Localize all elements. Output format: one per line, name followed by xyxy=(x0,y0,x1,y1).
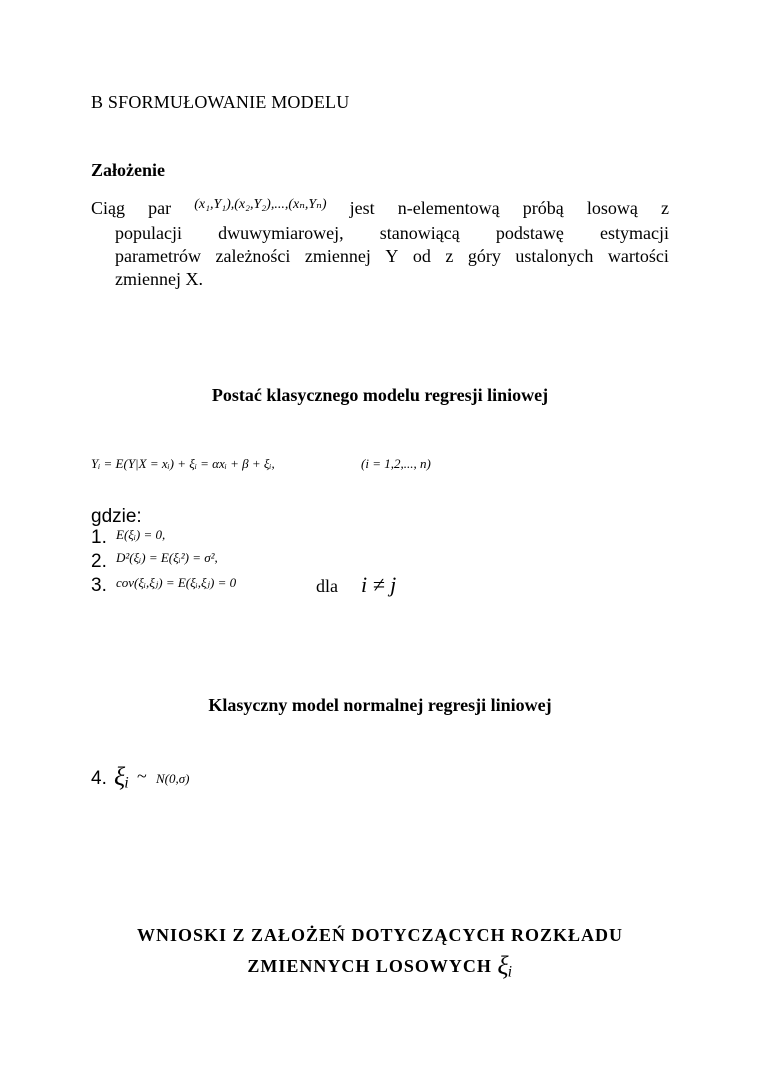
word: z xyxy=(660,198,669,218)
word: n-elementową xyxy=(397,198,500,218)
word: próbą xyxy=(522,198,564,218)
normal-model-heading: Klasyczny model normalnej regresji liniowej xyxy=(208,695,552,715)
condition-number: 3. xyxy=(91,575,107,596)
conclusions-heading-text: ZMIENNYCH LOSOWYCH xyxy=(247,956,492,976)
condition-formula: cov(ξᵢ,ξⱼ) = E(ξᵢ,ξⱼ) = 0 xyxy=(116,575,237,590)
assumption-heading: Założenie xyxy=(91,160,165,180)
condition-number: 1. xyxy=(91,527,107,548)
conclusions-heading-line-2 xyxy=(0,949,760,979)
dla-label: dla xyxy=(316,576,338,596)
word: wartości xyxy=(607,246,669,266)
word: z xyxy=(445,246,454,266)
condition-number: 4. xyxy=(91,768,107,789)
word: stanowiącą xyxy=(379,223,460,243)
word: losową xyxy=(586,198,638,218)
word: ustalonych xyxy=(515,246,594,266)
word: Ciąg xyxy=(91,198,125,218)
word: par xyxy=(148,198,172,218)
regression-equation: Yᵢ = E(Y|X = xᵢ) + ξᵢ = αxᵢ + β + ξᵢ, xyxy=(91,456,275,471)
xi-symbol: ξᵢ xyxy=(114,762,130,791)
word: estymacji xyxy=(599,223,669,243)
assumption-line-3 xyxy=(115,245,669,267)
assumption-line-4: zmiennej X. xyxy=(115,269,203,289)
word: dwuwymiarowej, xyxy=(218,223,344,243)
tilde-sign: ~ xyxy=(137,766,147,786)
condition-formula: D²(ξᵢ) = E(ξᵢ²) = σ², xyxy=(116,550,218,565)
condition-number: 2. xyxy=(91,551,107,572)
word: populacji xyxy=(115,223,182,243)
section-heading: B SFORMUŁOWANIE MODELU xyxy=(91,92,350,112)
word: podstawę xyxy=(495,223,564,243)
word: Y xyxy=(385,246,399,266)
assumption-line-1 xyxy=(91,197,669,222)
word: zmiennej xyxy=(304,246,371,266)
where-label: gdzie: xyxy=(91,506,142,527)
classical-model-heading: Postać klasycznego modelu regresji liniowej xyxy=(211,385,549,405)
word: od xyxy=(412,246,431,266)
assumption-line-2 xyxy=(115,222,669,244)
condition-formula: E(ξᵢ) = 0, xyxy=(116,527,166,542)
sample-pairs-formula: (x₁,Y₁),(x₂,Y₂),...,(xₙ,Yₙ) xyxy=(194,197,327,212)
xi-symbol: ξᵢ xyxy=(497,951,513,980)
word: zależności xyxy=(215,246,291,266)
i-not-equal-j: i ≠ j xyxy=(361,572,397,597)
word: jest xyxy=(349,198,375,218)
word: parametrów xyxy=(115,246,201,266)
conclusions-heading-line-1: WNIOSKI Z ZAŁOŻEŃ DOTYCZĄCYCH ROZKŁADU xyxy=(136,925,624,945)
normal-distribution: N(0,σ) xyxy=(156,771,190,786)
word: góry xyxy=(467,246,501,266)
index-range: (i = 1,2,..., n) xyxy=(361,456,431,471)
